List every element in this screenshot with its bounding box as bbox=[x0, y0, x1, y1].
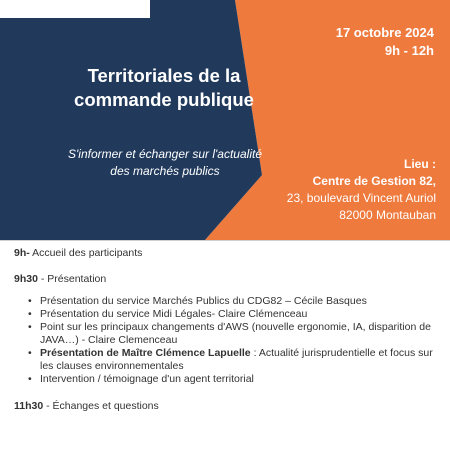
event-title bbox=[44, 64, 284, 112]
event-hours: 9h - 12h bbox=[384, 43, 434, 58]
list-item: • Présentation du service Midi Légales- Claire Clémenceau bbox=[28, 308, 436, 321]
agenda-exchange bbox=[14, 400, 436, 413]
highlight-topic: : Actualité jurisprudentielle et focus sur les clauses environnementales bbox=[40, 347, 433, 372]
navy-shape bbox=[0, 0, 262, 240]
agenda-presentation-list bbox=[14, 295, 436, 386]
list-item-highlight bbox=[28, 347, 436, 373]
agenda-welcome-text: Accueil des participants bbox=[29, 247, 143, 259]
agenda-exchange-text: - Échanges et questions bbox=[43, 400, 159, 412]
event-date-day: 17 octobre 2024 bbox=[335, 25, 434, 40]
event-title-line1: Territoriales de la bbox=[87, 65, 241, 86]
list-item: • Intervention / témoignage d'un agent territorial bbox=[28, 373, 436, 386]
agenda-welcome-time: 9h- bbox=[14, 247, 30, 259]
event-date bbox=[336, 24, 434, 60]
event-location bbox=[236, 156, 436, 224]
list-item: • Point sur les principaux changements d'AWS (nouvelle ergonomie, IA, disparition de JAVA…) - Claire Clemenceau bbox=[28, 321, 436, 347]
event-subtitle-line1: S'informer et échanger sur l'actualité bbox=[67, 147, 262, 161]
event-title-line2: commande publique bbox=[74, 89, 254, 110]
location-city: 82000 Montauban bbox=[339, 208, 436, 222]
agenda bbox=[0, 240, 450, 450]
agenda-presentation bbox=[14, 273, 436, 286]
agenda-welcome bbox=[14, 247, 436, 260]
agenda-presentation-text: - Présentation bbox=[37, 273, 107, 285]
agenda-presentation-time: 9h30 bbox=[14, 273, 38, 285]
location-street: 23, boulevard Vincent Auriol bbox=[286, 191, 436, 205]
location-label: Lieu : bbox=[404, 157, 436, 171]
event-subtitle-line2: des marchés publics bbox=[110, 164, 220, 178]
highlight-speaker: Présentation de Maître Clémence Lapuelle bbox=[40, 347, 251, 359]
agenda-exchange-time: 11h30 bbox=[14, 400, 44, 412]
top-left-white-corner bbox=[0, 0, 150, 18]
location-venue: Centre de Gestion 82, bbox=[312, 174, 436, 188]
list-item: • Présentation du service Marchés Publics du CDG82 – Cécile Basques bbox=[28, 295, 436, 308]
